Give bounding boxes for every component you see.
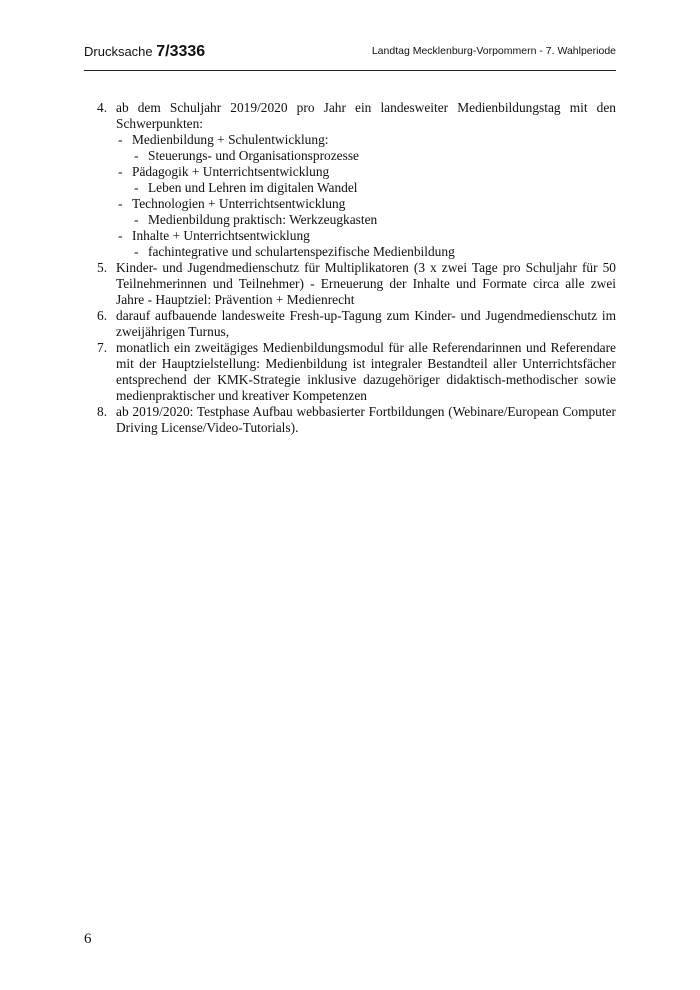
dash-marker: - [134, 244, 139, 259]
sub-item [118, 164, 616, 180]
sub-sub-item [134, 180, 616, 196]
list-item-7 [97, 340, 616, 404]
sub-item-text: Pädagogik + Unterrichtsentwicklung [132, 164, 330, 179]
sub-item-text: Inhalte + Unterrichtsentwicklung [132, 228, 310, 243]
item-number: 8. [97, 404, 108, 419]
dash-marker: - [134, 148, 139, 163]
page-number: 6 [84, 931, 92, 947]
item-text: monatlich ein zweitägiges Medienbildungsmodul für alle Referendarinnen und Referendare mit der Hauptzielstellung: Medienbildung ist integraler Bestandteil aller Unterrichtsfächer entsprechend der KMK-Strategie inklusive dazugehöriger didaktisch-methodischer sowie medienpraktischer und kreativer Kompetenzen [116, 340, 616, 403]
dash-marker: - [134, 180, 139, 195]
sub-sub-item-text: Steuerungs- und Organisationsprozesse [148, 148, 359, 163]
sub-item-text: Medienbildung + Schulentwicklung: [132, 132, 329, 147]
sub-sub-item-text: Medienbildung praktisch: Werkzeugkasten [148, 212, 378, 227]
dash-marker: - [118, 164, 123, 179]
sub-sub-item [134, 244, 616, 260]
sub-sub-item [134, 212, 616, 228]
item-number: 4. [97, 100, 108, 115]
sub-item-text: Technologien + Unterrichtsentwicklung [132, 196, 346, 211]
sub-sub-item-text: Leben und Lehren im digitalen Wandel [148, 180, 358, 195]
document-reference [84, 43, 205, 61]
document-number: 7/3336 [156, 43, 206, 60]
item-text: ab 2019/2020: Testphase Aufbau webbasierter Fortbildungen (Webinare/European Computer Driving License/Video-Tutorials). [116, 404, 616, 435]
item-text: ab dem Schuljahr 2019/2020 pro Jahr ein landesweiter Medienbildungstag mit den Schwerpunkten: [116, 100, 616, 131]
item-number: 7. [97, 340, 108, 355]
sub-item [118, 132, 616, 148]
sub-item [118, 228, 616, 244]
list-item-8 [97, 404, 616, 436]
item-number: 6. [97, 308, 108, 323]
document-body [97, 100, 616, 436]
list-item-4 [97, 100, 616, 260]
document-label: Drucksache [84, 44, 153, 59]
sub-sub-item [134, 148, 616, 164]
dash-marker: - [118, 228, 123, 243]
parliament-period: Landtag Mecklenburg-Vorpommern - 7. Wahlperiode [371, 45, 616, 57]
list-item-5 [97, 260, 616, 308]
dash-marker: - [118, 132, 123, 147]
item-text: darauf aufbauende landesweite Fresh-up-Tagung zum Kinder- und Jugendmedienschutz im zweijährigen Turnus, [116, 308, 616, 339]
item-number: 5. [97, 260, 108, 275]
sub-item [118, 196, 616, 212]
item-text: Kinder- und Jugendmedienschutz für Multiplikatoren (3 x zwei Tage pro Schuljahr für 50 Teilnehmerinnen und Teilnehmer) - Erneuerung der Inhalte und Formate circa alle zwei Jahre - Hauptziel: Prävention + Medienrecht [116, 260, 616, 307]
page-header [84, 40, 616, 71]
sub-sub-item-text: fachintegrative und schulartenspezifische Medienbildung [148, 244, 455, 259]
dash-marker: - [118, 196, 123, 211]
list-item-6 [97, 308, 616, 340]
dash-marker: - [134, 212, 139, 227]
